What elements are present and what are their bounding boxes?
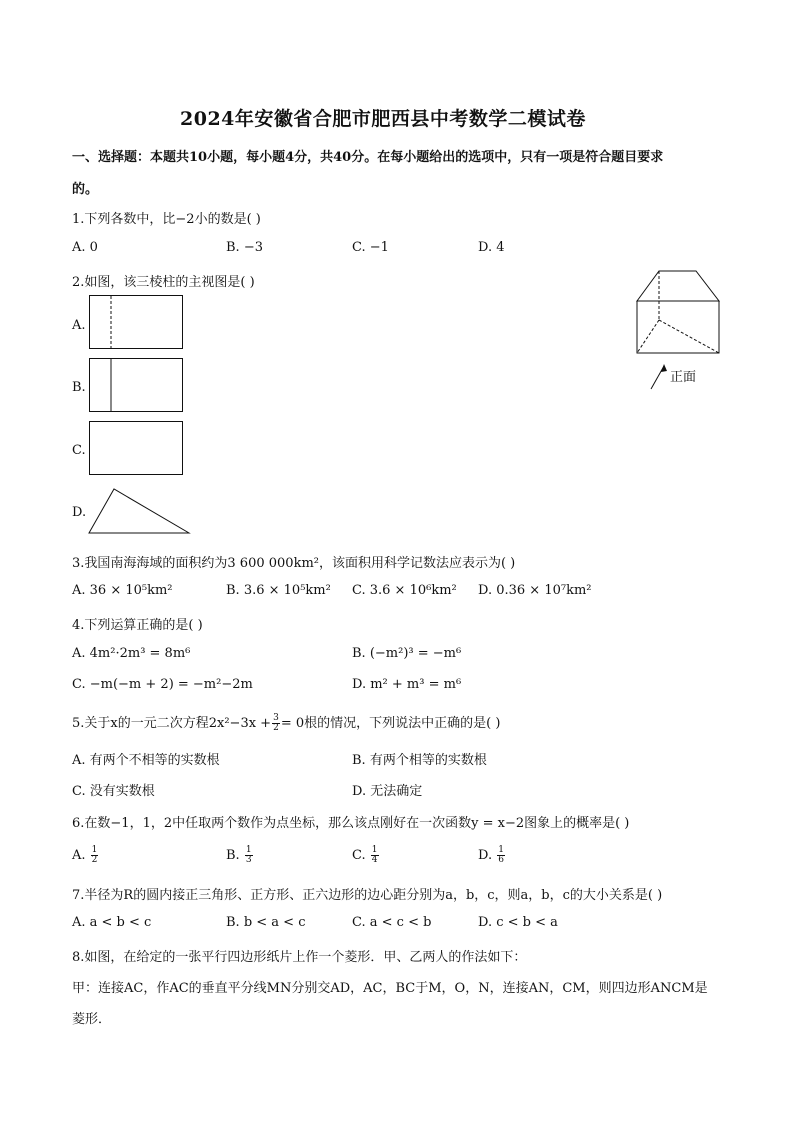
q1-option-d: D. 4 xyxy=(478,240,505,255)
q2-figure-a xyxy=(89,295,185,351)
q2-option-b: B. xyxy=(72,380,86,395)
q6-a-frac xyxy=(91,846,99,865)
q6-a-label: A. xyxy=(72,848,86,863)
q2-option-c: C. xyxy=(72,443,86,458)
q2-option-a: A. xyxy=(72,318,86,333)
q5-frac-num: 3 xyxy=(273,713,279,723)
q6-option-d xyxy=(478,846,506,865)
q1-option-c: C. −1 xyxy=(352,240,389,255)
q6-b-frac xyxy=(245,846,253,865)
question-8-stem: 8.如图，在给定的一张平行四边形纸片上作一个菱形．甲、乙两人的作法如下： xyxy=(72,950,527,965)
q3-option-d: D. 0.36 × 10⁷km² xyxy=(478,583,592,598)
q4-option-b: B. (−m²)³ = −m⁶ xyxy=(352,646,462,661)
q4-option-a: A. 4m²·2m³ = 8m⁶ xyxy=(72,646,191,661)
q6-d-den: 6 xyxy=(498,855,504,865)
q5-option-b: B. 有两个相等的实数根 xyxy=(352,753,487,768)
q6-d-frac xyxy=(497,846,505,865)
q2-figure-d xyxy=(88,487,192,535)
q3-option-c: C. 3.6 × 10⁶km² xyxy=(352,583,457,598)
q6-b-den: 3 xyxy=(245,855,252,865)
question-3-stem: 3.我国南海海域的面积约为3 600 000km²，该面积用科学记数法应表示为( ) xyxy=(72,556,516,571)
q1-option-a: A. 0 xyxy=(72,240,98,255)
q6-c-label: C. xyxy=(352,848,366,863)
q4-option-d: D. m² + m³ = m⁶ xyxy=(352,677,462,692)
q7-option-a: A. a < b < c xyxy=(72,915,152,930)
question-4-stem: 4.下列运算正确的是( ) xyxy=(72,618,203,633)
q3-option-a: A. 36 × 10⁵km² xyxy=(72,583,173,598)
q5-stem-pre: 5.关于x的一元二次方程2x²−3x + xyxy=(72,716,272,731)
q6-c-den: 4 xyxy=(371,855,378,865)
q6-c-num: 1 xyxy=(371,845,378,855)
section-heading-cont: 的。 xyxy=(72,182,99,197)
q6-option-b xyxy=(226,846,254,865)
q5-option-a: A. 有两个不相等的实数根 xyxy=(72,753,220,768)
q6-d-num: 1 xyxy=(498,845,504,855)
q5-fraction xyxy=(272,714,280,733)
q5-option-c: C. 没有实数根 xyxy=(72,784,155,799)
q7-option-d: D. c < b < a xyxy=(478,915,558,930)
q2-figure-c xyxy=(89,421,185,477)
q6-c-frac xyxy=(371,846,379,865)
section-heading: 一、选择题：本题共10小题，每小题4分，共40分。在每小题给出的选项中，只有一项是符合题目要求 xyxy=(72,150,664,165)
question-8-method-jia: 甲：连接AC，作AC的垂直平分线MN分别交AD，AC，BC于M，O，N，连接AN，CM，则四边形ANCM是 xyxy=(72,981,708,996)
q6-a-num: 1 xyxy=(91,845,98,855)
q6-option-c xyxy=(352,846,380,865)
q3-option-b: B. 3.6 × 10⁵km² xyxy=(226,583,331,598)
q5-frac-den: 2 xyxy=(273,723,279,733)
q5-option-d: D. 无法确定 xyxy=(352,784,423,799)
q2-option-d: D. xyxy=(72,505,87,520)
q7-option-c: C. a < c < b xyxy=(352,915,432,930)
q1-option-b: B. −3 xyxy=(226,240,263,255)
question-5-stem xyxy=(72,712,500,733)
q6-a-den: 2 xyxy=(91,855,98,865)
q4-option-c: C. −m(−m + 2) = −m²−2m xyxy=(72,677,253,692)
q6-b-label: B. xyxy=(226,848,240,863)
q2-figure-b xyxy=(89,358,185,414)
question-1-stem: 1.下列各数中，比−2小的数是( ) xyxy=(72,212,261,227)
question-7-stem: 7.半径为R的圆内接正三角形、正方形、正六边形的边心距分别为a，b，c，则a，b，c的大小关系是( ) xyxy=(72,888,663,903)
q6-d-label: D. xyxy=(478,848,493,863)
q5-stem-post: = 0根的情况，下列说法中正确的是( ) xyxy=(280,716,501,731)
page-title: 2024年安徽省合肥市肥西县中考数学二模试卷 xyxy=(180,108,586,130)
question-2-stem: 2.如图，该三棱柱的主视图是( ) xyxy=(72,275,255,290)
q6-option-a xyxy=(72,846,99,865)
q7-option-b: B. b < a < c xyxy=(226,915,306,930)
prism-front-label: 正面 xyxy=(670,370,697,385)
question-8-method-jia-cont: 菱形． xyxy=(72,1012,112,1027)
q6-b-num: 1 xyxy=(245,845,252,855)
question-6-stem: 6.在数−1，1，2中任取两个数作为点坐标，那么该点刚好在一次函数y = x−2图象上的概率是( ) xyxy=(72,816,630,831)
